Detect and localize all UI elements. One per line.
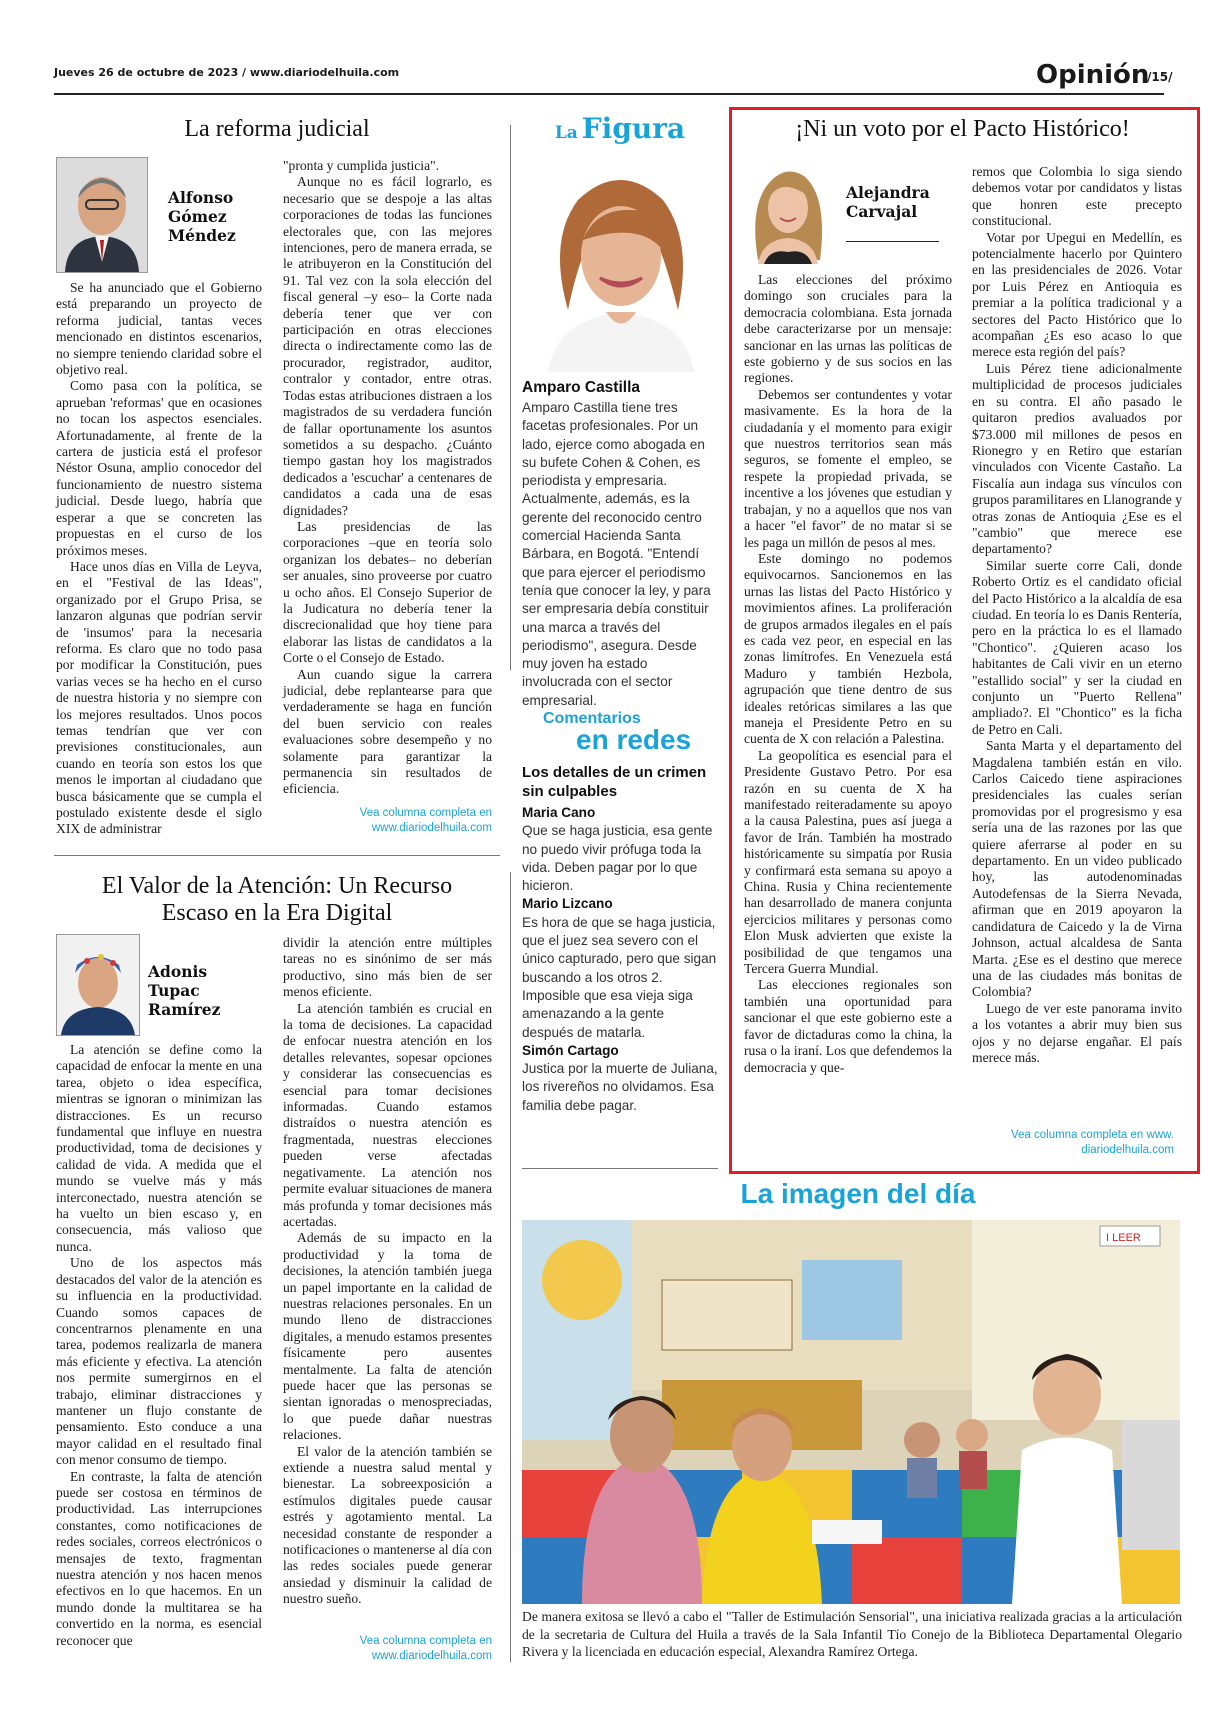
figura-heading — [522, 112, 718, 145]
author-photo-adonis — [56, 934, 140, 1036]
redes-title: en redes — [576, 724, 692, 755]
paragraph: Debemos ser contundentes y votar masivamente. Es la hora de la ciudadanía y el momento para exigir que nuestros territorios sean más seguros, se fomente el empleo, se respete la propiedad privada, se incentive a los jóvenes que estudian y trabajan, y no a aquellos que nos van a hacer "el favor" de no matar si se les paga un millón de pesos al mes. — [744, 386, 952, 550]
author-name-adonis: Adonis Tupac Ramírez — [148, 962, 221, 1019]
title-line: Escaso en la Era Digital — [161, 900, 393, 926]
imagen-caption: De manera exitosa se llevó a cabo el "Taller de Estimulación Sensorial", una iniciativa realizada gracias a la articulación de la secretaria de Cultura del Huila a través de la Sala Infantil Tío Conejo de la Biblioteca Departamental Olegario Rivera y la licenciada en educación especial, Alexandra Ramírez Ortega. — [522, 1609, 1182, 1659]
title-line: El Valor de la Atención: Un Recurso — [101, 873, 453, 899]
read-more-link[interactable]: Vea columna completa en www.diariodelhuila.com — [359, 1635, 492, 1662]
section-divider — [54, 855, 500, 856]
read-more-link[interactable]: Vea columna completa en www.diariodelhuila.com — [359, 807, 492, 834]
link-line: diariodelhuila.com — [1081, 1144, 1174, 1156]
pacto-column-2 — [972, 164, 1182, 1124]
author-underline — [846, 241, 939, 242]
comment-text: Que se haga justicia, esa gente no puedo vivir prófuga toda la vida. Deben pagar por lo que hicieron. — [522, 823, 713, 894]
paragraph: Se ha anunciado que el Gobierno está preparando un proyecto de reforma judicial, tantas veces mencionado en distintos escenarios, no siempre teniendo claridad sobre el objetivo real. — [56, 280, 262, 378]
paragraph: Luis Pérez tiene adicionalmente multiplicidad de procesos judiciales en su contra. El año pasado le quitaron predios avaluados por $73.000 mil millones de pesos en Rionegro y en Retiro que estarían vinculados con Vicente Castaño. La Fiscalía aun indaga sus vínculos con grupos paramilitares en Llanogrande y otras zonas de Antioquia ¿Ese es el "cambio" que merece ese departamento? — [972, 360, 1182, 557]
column-separator — [510, 872, 511, 1662]
comment-user: Simón Cartago — [522, 1042, 619, 1058]
paragraph: El valor de la atención también se extiende a nuestra salud mental y bienestar. La sobreexposición a estímulos digitales puede causar estrés y agotamiento mental. La necesidad constante de responder a notificaciones o mantenerse al día con las redes sociales puede generar ansiedad y disminuir la calidad de nuestro sueño. — [283, 1443, 492, 1607]
paragraph: Como pasa con la política, se aprueban 'reformas' que en ocasiones no tocan los aspectos esenciales. Afortunadamente, al frente de la cartera de justicia está el profesor Néstor Osuna, amplio conocedor del funcionamiento de nuestro sistema judicial. Desde luego, habría que esperar a que se concreten las propuestas en el curso de los próximos meses. — [56, 378, 262, 558]
page-number: /15/ — [1147, 70, 1173, 84]
comment — [522, 895, 718, 1041]
figura-photo — [528, 160, 714, 372]
paragraph: "pronta y cumplida justicia". — [283, 158, 440, 173]
section-divider — [522, 1168, 718, 1169]
paragraph: Las elecciones del próximo domingo son cruciales para la democracia colombiana. Esta jornada debe caracterizarse por un mensaje: sancionar en las urnas las políticas de este gobierno y de sus socios en las regiones. — [744, 272, 952, 386]
paragraph: remos que Colombia lo siga siendo debemos votar por candidatos y listas que honren este precepto constitucional. — [972, 164, 1182, 229]
author-name-alejandra: Alejandra Carvajal — [846, 183, 930, 221]
comment-user: Mario Lizcano — [522, 896, 613, 912]
paragraph: La geopolítica es esencial para el Presidente Gustavo Petro. Por esa razón en su cuenta de X ha manifestado reiteradamente su apoyo a la causa Palestina, pues así juega a favor de Irán. También ha mostrado históricamente su simpatía por Rusia y confirmará esta semana su apoyo a China. Rusia y China recientemente han desarrollado de manera conjunta ejercicios militares y personas como Elon Musk advierten que existe la posibilidad de que tengamos una Tercera Guerra Mundial. — [744, 747, 952, 977]
paragraph: Luego de ver este panorama invito a los votantes a abrir muy bien sus ojos y no dejarse engañar. El país merece más. — [972, 1000, 1182, 1065]
article-title-pacto: ¡Ni un voto por el Pacto Histórico! — [795, 116, 1130, 142]
author-photo-alejandra — [744, 160, 832, 264]
comment-text: Es hora de que se haga justicia, que el juez sea severo con el único capturado, pero que sigan buscando a los otros 2. Imposible que esa vieja siga amenazando a la gente después de matarla. — [522, 914, 717, 1040]
redes-comments — [522, 804, 718, 1148]
paragraph: Además de su impacto en la productividad y la toma de decisiones, la atención también juega un papel importante en la calidad de nuestras relaciones personales. En un mundo lleno de distracciones digitales, a menudo estamos presentes físicamente pero ausentes mentalmente. La falta de atención puede hacer que las personas se sientan ignoradas o menospreciadas, lo que puede dañar nuestras relaciones. — [283, 1230, 492, 1443]
comment-text: Justica por la muerte de Juliana, los rivereños no olvidamos. Esa familia debe pagar. — [522, 1061, 718, 1113]
wall-sign: I LEER — [1106, 1232, 1141, 1244]
article-title-atencion — [54, 873, 500, 927]
paragraph: Las elecciones regionales son también una oportunidad para sancionar el que este gobierno este a favor de dictaduras como la china, la rusa o la iraní. Los que defendemos la democracia y que- — [744, 977, 952, 1075]
reforma-column-2 — [283, 158, 492, 798]
paragraph: Similar suerte corre Cali, donde Roberto Ortiz es el candidato oficial del Pacto Histórico a la alcaldía de esa ciudad. En teoría lo es Danis Rentería, pero en la práctica lo es el llamado "Chontico". ¿Quieren acaso los habitantes de Cali vivir en un eterno "estallido social" y ser la ciudad en conjunto un "Puerto Rellena" ampliado?. El "Chontico" es la ficha de Petro en Cali. — [972, 557, 1182, 737]
figura-title: Figura — [581, 112, 686, 145]
pacto-column-1 — [744, 272, 952, 1157]
imagen-title: La imagen del día — [740, 1178, 976, 1209]
author-name-alfonso: Alfonso Gómez Méndez — [168, 188, 236, 245]
read-more-link[interactable] — [970, 1128, 1174, 1158]
paragraph: En contraste, la falta de atención puede ser costosa en términos de productividad. Las interrupciones constantes, como notificaciones de redes sociales, correos electrónicos o mensajes de texto, fragmentan nuestra atención y nos hacen menos efectivos en lo que hacemos. En un mundo donde la multitarea se ha convertido en la norma, es esencial reconocer que — [56, 1468, 262, 1648]
figura-text: Amparo Castilla tiene tres facetas profesionales. Por un lado, ejerce como abogada en su bufete Cohen & Cohen, es periodista y empresaria. Actualmente, además, es la gerente del reconocido centro comercial Hacienda Santa Bárbara, en Bogotá. "Entendí que para ejercer el periodismo tenía que conocer la ley, y para ser empresaria debía constituir una marca a través del periodismo", asegura. Desde muy joven ha estado involucrada con el sector empresarial. — [522, 400, 711, 708]
link-line: Vea columna completa en www. — [1010, 1129, 1174, 1141]
reforma-column-1 — [56, 280, 262, 837]
paragraph: Hace unos días en Villa de Leyva, en el "Festival de las Ideas", organizado por el Grupo Prisa, se lanzaron algunas que podrían servir de 'insumos' para la necesaria reforma. Es claro que no todo pasa por modificar la Constitución, pues varias veces se ha hecho en el curso de nuestra historia y no siempre con los mejores resultados. Unos pocos temas tendrían que ver con previsiones constitucionales, aun cuando en teoría son estos los que menos le importan al ciudadano que busca básicamente que se cumpla el postulado existente desde el siglo XIX de administrar — [56, 558, 262, 837]
paragraph: Uno de los aspectos más destacados del valor de la atención es su influencia en la productividad. Cuando somos capaces de concentrarnos plenamente en una tarea, podemos realizarla de manera más eficiente y efectiva. La atención nos permite sumergirnos en el trabajo, eliminar distracciones y mantener un flujo constante de pensamiento. Esto conduce a una mayor calidad en el resultado final con menor consumo de tiempo. — [56, 1255, 262, 1468]
redes-headline: Los detalles de un crimen sin culpables — [522, 764, 707, 800]
comment — [522, 804, 718, 895]
paragraph: Aun cuando sigue la carrera judicial, debe replantearse para que verdaderamente se haga en función del buen servicio con reales evaluaciones sobre desempeño y no solamente para garantizar la permanencia sin resultados de eficiencia. — [283, 666, 492, 797]
paragraph: Votar por Upegui en Medellín, es potencialmente hacerlo por Quintero en las presidenciales de 2026. Votar por Luis Pérez en Antioquia es premiar a la política tradicional y a sectores del Pacto Histórico que lo acompañan ¿Es eso acaso lo que merece esta región del país? — [972, 229, 1182, 360]
paragraph: dividir la atención entre múltiples tareas no es sinónimo de ser más productivo, sino más bien de ser menos eficiente. — [283, 935, 492, 1000]
author-photo-alfonso — [56, 157, 148, 273]
paragraph: La atención se define como la capacidad de enfocar la mente en una tarea, objeto o idea específica, mientras se ignoran o minimizan las distracciones. Es un recurso fundamental que influye en nuestra productividad, toma de decisiones y calidad de vida. A medida que el mundo se vuelve más y más interconectado, nuestra atención se ha vuelto un bien escaso y, en consecuencia, más valioso que nunca. — [56, 1042, 262, 1254]
paragraph: Las presidencias de las corporaciones –que en teoría solo organizan los debates– no deberían ser anuales, sino proveerse por cuatro u ocho años. El Consejo Superior de la Judicatura no debería tener la discrecionalidad que hoy tiene para elaborar las listas de candidatos a la Corte o el Consejo de Estado. — [283, 518, 492, 666]
figura-kicker: La — [554, 123, 578, 143]
figura-name: Amparo Castilla — [522, 379, 641, 396]
date-line: Jueves 26 de octubre de 2023 / www.diariodelhuila.com — [54, 66, 400, 79]
atencion-column-1 — [56, 1042, 262, 1667]
article-title-reforma: La reforma judicial — [184, 116, 370, 142]
paragraph: Santa Marta y el departamento del Magdalena también están en vilo. Carlos Caicedo tiene aspiraciones presidenciales las cuales serían promovidas por el progresismo y esa sería una de las razones por las que quiere aferrarse al poder en su departamento. En un video publicado hoy, las autodenominadas Autodefensas de la Sierra Nevada, afirman que en 2019 apoyaron la candidatura de Caicedo y la de Virna Johnson, actual alcaldesa de Santa Marta. ¿Ese es el destino que merece una de las ciudades más bonitas de Colombia? — [972, 738, 1182, 1000]
comment-user: Maria Cano — [522, 805, 596, 820]
section-title: Opinión — [1036, 60, 1150, 90]
column-separator — [510, 125, 511, 670]
redes-kicker: Comentarios — [543, 710, 641, 727]
paragraph: Aunque no es fácil lograrlo, es necesario que se despoje a las altas corporaciones de todas las funciones electorales que, con las mejores intenciones, pero de manera errada, se le atribuyeron en la Constitución del 91. Tal vez con la sola elección del fiscal general –y eso– la Corte nada debería tener que ver con participación en otras elecciones directa o indirectamente como las de procurador, registrador, auditor, contralor y contador, entre otras. Todas estas atribuciones distraen a los magistrados de su verdadera función de fallar oportunamente los asuntos sometidos a su despacho. ¿Cuánto tiempo gastan hoy los magistrados dedicados a 'escuchar' a centenares de candidatos a cada una de esas dignidades? — [283, 174, 492, 518]
paragraph: Este domingo no podemos equivocarnos. Sancionemos en las urnas las listas del Pacto Histórico y movimientos afines. La proliferación de grupos armados ilegales en el país es cada vez peor, en especial en las zonas limítrofes. En Venezuela está Maduro y también Hezbola, agrupación que tiene dentro de sus ideales retóricas similares a las que maneja el Presidente Petro en su cuenta de X con relación a Palestina. — [744, 550, 952, 747]
comment — [522, 1042, 718, 1115]
imagen-photo — [522, 1220, 1180, 1604]
atencion-column-2 — [283, 935, 492, 1630]
paragraph: La atención también es crucial en la toma de decisiones. La capacidad de enfocar nuestra atención en los detalles relevantes, sopesar opciones y considerar las consecuencias es esencial para tomar decisiones informadas. Cuando estamos distraídos o nuestra atención es fragmentada, nuestras elecciones pueden verse afectadas negativamente. La atención nos permite evaluar situaciones de manera más profunda y tomar decisiones más acertadas. — [283, 1000, 492, 1229]
header-rule — [54, 93, 1164, 95]
